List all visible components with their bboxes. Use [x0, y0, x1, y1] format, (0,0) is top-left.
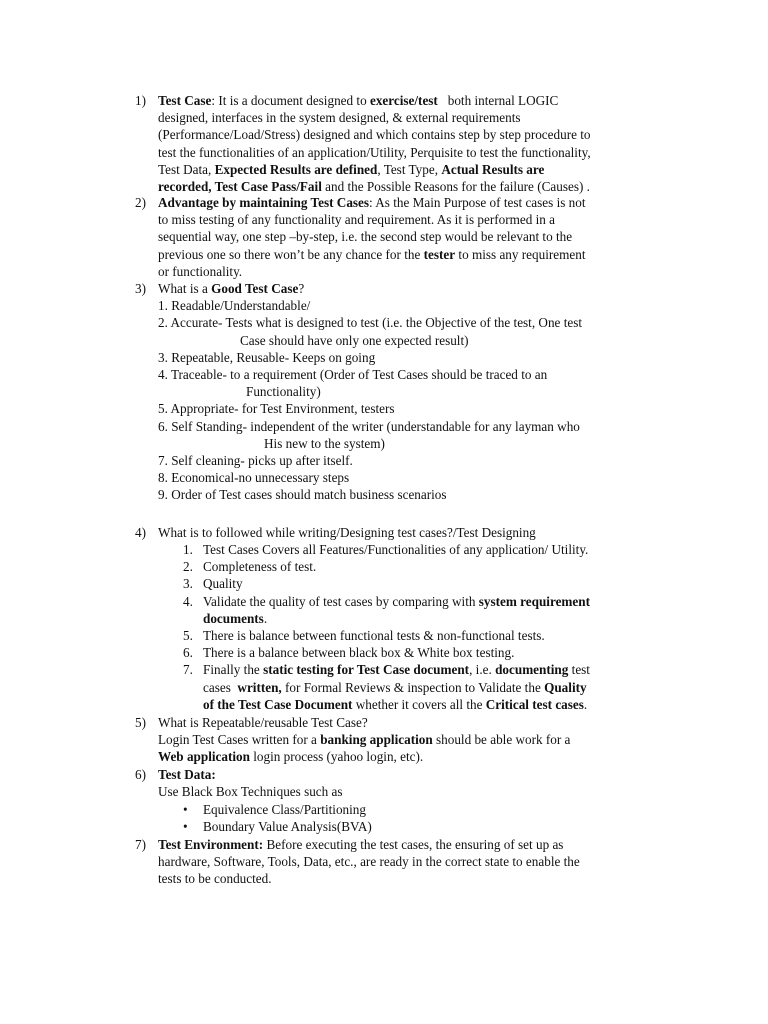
bullet-text: Equivalence Class/Partitioning [203, 802, 366, 817]
item-text-line: 3. Repeatable, Reusable- Keeps on going [158, 349, 376, 365]
item-text-line: sequential way, one step –by-step, i.e. the second step would be relevant to the [158, 229, 573, 245]
item-text-line: 6. Self Standing- independent of the writer (understandable for any layman who [158, 418, 580, 434]
item-text-line: What is a Good Test Case? [158, 281, 305, 296]
item-text-line: Advantage by maintaining Test Cases: As the Main Purpose of test cases is not [158, 195, 586, 210]
item-text-line: test the functionalities of an application/Utility, Perquisite to test the functionality, [158, 144, 591, 160]
item-number: 2) [135, 195, 146, 210]
item-number: 5) [135, 715, 146, 730]
item-text-line: tests to be conducted. [158, 871, 272, 887]
item-text-line: Use Black Box Techniques such as [158, 784, 343, 800]
item-text-line: hardware, Software, Tools, Data, etc., are ready in the correct state to enable the [158, 854, 580, 870]
sublist-number: 1. [183, 542, 193, 557]
item-text-line: 5. Appropriate- for Test Environment, testers [158, 401, 395, 417]
item-text-line: to miss testing of any functionality and requirement. As it is performed in a [158, 212, 556, 228]
item-text-line: 2. Accurate- Tests what is designed to test (i.e. the Objective of the test, One test [158, 315, 583, 331]
sublist-text-line: Test Cases Covers all Features/Functionalities of any application/ Utility. [203, 542, 589, 557]
item-text-line: 8. Economical-no unnecessary steps [158, 470, 350, 486]
item-text-line: Test Data: [158, 767, 216, 782]
sublist-text-line: cases written, for Formal Reviews & inspection to Validate the Quality [203, 679, 587, 695]
item-text-line: recorded, Test Case Pass/Fail and the Possible Reasons for the failure (Causes) . [158, 179, 590, 194]
item-number: 6) [135, 767, 146, 782]
sublist-number: 6. [183, 645, 193, 661]
item-text-line: Login Test Cases written for a banking application should be able work for a [158, 732, 571, 748]
item-text-line: Test Case: It is a document designed to exercise/test both internal LOGIC [158, 93, 559, 108]
item-text-line: or functionality. [158, 263, 243, 279]
sublist-number: 3. [183, 576, 193, 592]
sublist-text-line: There is a balance between black box & White box testing. [203, 645, 515, 661]
sublist-text-line: Quality [203, 576, 243, 592]
item-text-line: 1. Readable/Understandable/ [158, 298, 311, 314]
sublist-text-line: of the Test Case Document whether it covers all the Critical test cases. [203, 696, 588, 712]
item-number: 3) [135, 281, 146, 296]
bullet-text: Boundary Value Analysis(BVA) [203, 819, 372, 835]
sublist-text-line: There is balance between functional tests & non-functional tests. [203, 628, 545, 643]
item-number: 4) [135, 525, 146, 540]
sublist-number: 2. [183, 559, 193, 575]
sublist-text-line: Completeness of test. [203, 559, 317, 575]
sublist-number: 4. [183, 593, 193, 609]
sublist-text-line: Finally the static testing for Test Case document, i.e. documenting test [203, 662, 590, 678]
item-text-line: Web application login process (yahoo login, etc). [158, 749, 424, 765]
item-text-line: designed, interfaces in the system designed, & external requirements [158, 110, 521, 126]
item-text-line: His new to the system) [264, 435, 385, 451]
item-text-line: 7. Self cleaning- picks up after itself. [158, 453, 353, 468]
item-text-line: 4. Traceable- to a requirement (Order of Test Cases should be traced to an [158, 367, 548, 382]
bullet-icon: • [183, 802, 188, 817]
item-text-line: Case should have only one expected result) [240, 332, 469, 348]
sublist-number: 7. [183, 662, 193, 678]
item-text-line: (Performance/Load/Stress) designed and which contains step by step procedure to [158, 127, 591, 143]
sublist-number: 5. [183, 628, 193, 643]
item-text-line: Test Data, Expected Results are defined, Test Type, Actual Results are [158, 161, 545, 177]
item-number: 1) [135, 93, 146, 108]
item-text-line: Functionality) [246, 384, 321, 400]
item-text-line: previous one so there won’t be any chance for the tester to miss any requirement [158, 246, 586, 262]
item-text-line: Test Environment: Before executing the test cases, the ensuring of set up as [158, 837, 564, 852]
item-number: 7) [135, 837, 146, 852]
item-text-line: What is to followed while writing/Designing test cases?/Test Designing [158, 525, 536, 540]
item-text-line: What is Repeatable/reusable Test Case? [158, 715, 368, 730]
item-text-line: 9. Order of Test cases should match business scenarios [158, 487, 447, 503]
sublist-text-line: documents. [203, 610, 268, 626]
bullet-icon: • [183, 819, 188, 835]
sublist-text-line: Validate the quality of test cases by comparing with system requirement [203, 593, 590, 609]
